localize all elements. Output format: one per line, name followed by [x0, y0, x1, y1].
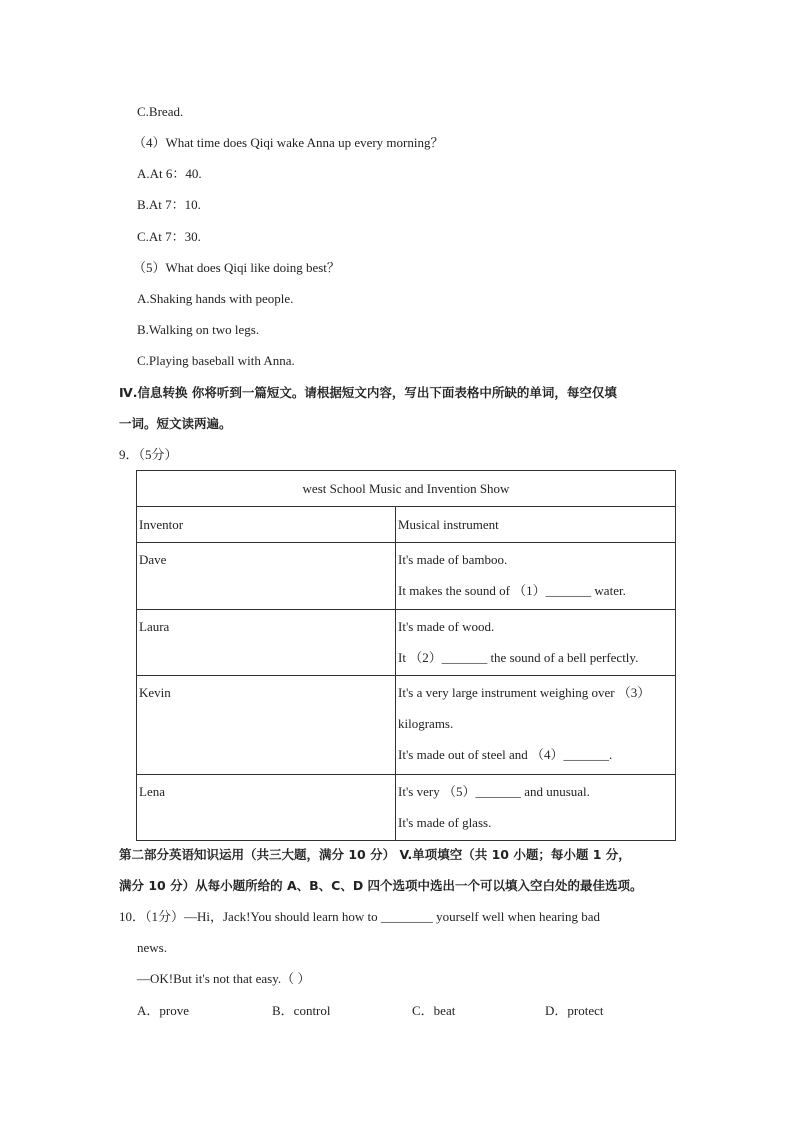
instrument-line: It （2）_______ the sound of a bell perfectly.: [398, 650, 639, 665]
inventor-name: Lena: [139, 784, 165, 799]
q10-question-line2: news.: [137, 940, 167, 955]
q4-question: （4）What time does Qiqi wake Anna up every morning？: [133, 135, 444, 150]
table-title: west School Music and Invention Show: [137, 471, 676, 507]
instrument-line: It makes the sound of （1）_______ water.: [398, 583, 626, 598]
q10-dialog-line: —OK!But it's not that easy.（ ）: [137, 971, 311, 986]
inventor-name: Dave: [139, 552, 167, 567]
instrument-line: It's made out of steel and （4）_______.: [398, 747, 613, 762]
table-row: [137, 610, 676, 676]
q3-option-c: C.Bread.: [137, 104, 184, 119]
table-row: [137, 775, 676, 841]
q10-question-line1: 10．（1分）—Hi，Jack!You should learn how to ________ yourself well when hearing bad: [119, 909, 601, 924]
section4-instruction-line1: Ⅳ.信息转换 你将听到一篇短文。请根据短文内容，写出下面表格中所缺的单词，每空仅填: [119, 385, 617, 400]
part2-line2: 满分 10 分）从每小题所给的 A、B、C、D 四个选项中选出一个可以填入空白处的最佳选项。: [119, 878, 643, 893]
header-inventor: Inventor: [137, 507, 396, 543]
q10-option-b: B．control: [272, 1003, 331, 1018]
q4-option-c: C.At 7：30.: [137, 229, 201, 244]
q10-option-d: D．protect: [545, 1003, 604, 1018]
table-row: [137, 676, 676, 775]
inventor-name: Kevin: [139, 685, 171, 700]
q9-label: 9．（5分）: [119, 447, 178, 462]
inventor-name: Laura: [139, 619, 170, 634]
instrument-line: kilograms.: [398, 716, 454, 731]
table-row: [137, 543, 676, 610]
q5-option-c: C.Playing baseball with Anna.: [137, 353, 295, 368]
q5-question: （5）What does Qiqi like doing best？: [133, 260, 340, 275]
instrument-line: It's a very large instrument weighing over （3）: [398, 685, 651, 700]
q5-option-b: B.Walking on two legs.: [137, 322, 260, 337]
header-instrument: Musical instrument: [396, 507, 676, 543]
q10-option-a: A．prove: [137, 1003, 189, 1018]
invention-table: [136, 470, 676, 841]
instrument-line: It's made of bamboo.: [398, 552, 508, 567]
instrument-line: It's made of glass.: [398, 815, 492, 830]
section4-instruction-line2: 一词。短文读两遍。: [119, 416, 232, 431]
q10-option-c: C．beat: [412, 1003, 456, 1018]
instrument-line: It's made of wood.: [398, 619, 495, 634]
q4-option-a: A.At 6：40.: [137, 166, 202, 181]
q5-option-a: A.Shaking hands with people.: [137, 291, 294, 306]
part2-line1: 第二部分英语知识运用（共三大题，满分 10 分） V.单项填空（共 10 小题；每小题 1 分，: [119, 847, 631, 862]
instrument-line: It's very （5）_______ and unusual.: [398, 784, 590, 799]
q4-option-b: B.At 7：10.: [137, 197, 201, 212]
